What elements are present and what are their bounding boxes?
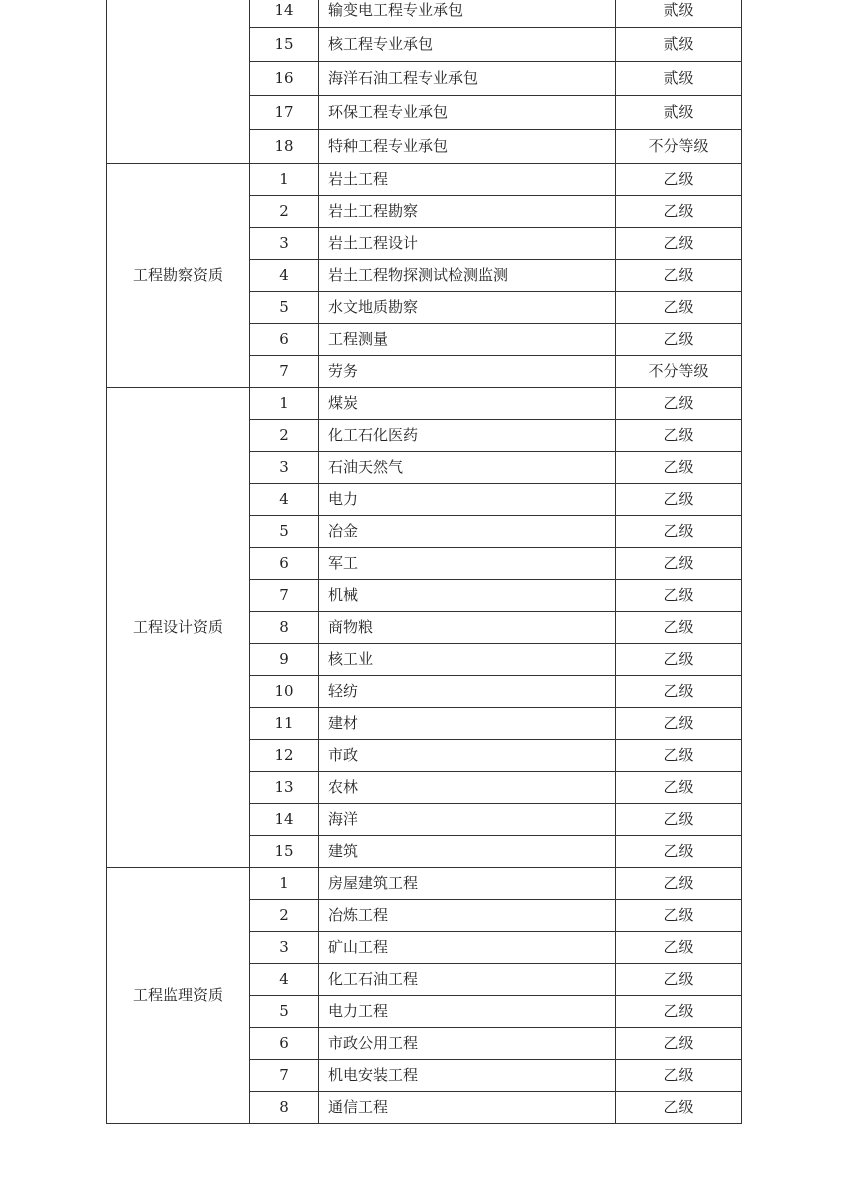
- qualification-grade: 乙级: [616, 996, 742, 1028]
- row-number: 14: [250, 0, 319, 28]
- row-number: 9: [250, 644, 319, 676]
- qualification-grade: 乙级: [616, 548, 742, 580]
- qualification-name: 轻纺: [319, 676, 616, 708]
- qualification-grade: 乙级: [616, 964, 742, 996]
- category-cell-design: 工程设计资质: [107, 388, 250, 868]
- qualification-name: 核工业: [319, 644, 616, 676]
- qualification-grade: 不分等级: [616, 130, 742, 164]
- row-number: 7: [250, 356, 319, 388]
- row-number: 18: [250, 130, 319, 164]
- category-cell-continued: [107, 0, 250, 164]
- qualification-name: 岩土工程: [319, 164, 616, 196]
- row-number: 3: [250, 228, 319, 260]
- qualification-name: 房屋建筑工程: [319, 868, 616, 900]
- qualification-name: 农林: [319, 772, 616, 804]
- qualification-name: 岩土工程物探测试检测监测: [319, 260, 616, 292]
- row-number: 4: [250, 964, 319, 996]
- qualification-name: 矿山工程: [319, 932, 616, 964]
- qualification-grade: 乙级: [616, 676, 742, 708]
- row-number: 8: [250, 612, 319, 644]
- qualification-grade: 乙级: [616, 836, 742, 868]
- qualification-name: 化工石油工程: [319, 964, 616, 996]
- qualification-name: 化工石化医药: [319, 420, 616, 452]
- qualification-name: 海洋石油工程专业承包: [319, 62, 616, 96]
- row-number: 1: [250, 164, 319, 196]
- qualification-name: 输变电工程专业承包: [319, 0, 616, 28]
- qualification-grade: 乙级: [616, 388, 742, 420]
- qualification-grade: 乙级: [616, 452, 742, 484]
- qualification-name: 劳务: [319, 356, 616, 388]
- qualification-name: 特种工程专业承包: [319, 130, 616, 164]
- qualification-table-page: [106, 0, 741, 1124]
- qualification-name: 建筑: [319, 836, 616, 868]
- row-number: 17: [250, 96, 319, 130]
- qualification-name: 岩土工程勘察: [319, 196, 616, 228]
- row-number: 2: [250, 420, 319, 452]
- qualification-name: 核工程专业承包: [319, 28, 616, 62]
- qualification-name: 电力: [319, 484, 616, 516]
- qualification-name: 军工: [319, 548, 616, 580]
- qualification-name: 机械: [319, 580, 616, 612]
- row-number: 3: [250, 932, 319, 964]
- row-number: 15: [250, 28, 319, 62]
- category-cell-survey: 工程勘察资质: [107, 164, 250, 388]
- qualification-grade: 乙级: [616, 612, 742, 644]
- qualification-grade: 乙级: [616, 1092, 742, 1124]
- qualification-name: 机电安装工程: [319, 1060, 616, 1092]
- qualification-grade: 乙级: [616, 580, 742, 612]
- row-number: 10: [250, 676, 319, 708]
- qualification-grade: 乙级: [616, 484, 742, 516]
- qualification-grade: 贰级: [616, 62, 742, 96]
- row-number: 6: [250, 324, 319, 356]
- row-number: 1: [250, 868, 319, 900]
- table-row: [107, 0, 742, 28]
- qualification-name: 环保工程专业承包: [319, 96, 616, 130]
- category-cell-supervision: 工程监理资质: [107, 868, 250, 1124]
- row-number: 7: [250, 1060, 319, 1092]
- qualification-grade: 乙级: [616, 740, 742, 772]
- qualification-name: 电力工程: [319, 996, 616, 1028]
- qualification-grade: 乙级: [616, 804, 742, 836]
- row-number: 2: [250, 900, 319, 932]
- qualification-grade: 贰级: [616, 28, 742, 62]
- row-number: 5: [250, 292, 319, 324]
- qualification-grade: 乙级: [616, 708, 742, 740]
- table-row: [107, 868, 742, 900]
- row-number: 2: [250, 196, 319, 228]
- qualification-name: 市政: [319, 740, 616, 772]
- qualification-grade: 乙级: [616, 868, 742, 900]
- qualification-grade: 乙级: [616, 196, 742, 228]
- row-number: 4: [250, 484, 319, 516]
- qualification-table-body: [107, 0, 742, 1124]
- qualification-grade: 乙级: [616, 324, 742, 356]
- qualification-name: 冶炼工程: [319, 900, 616, 932]
- row-number: 3: [250, 452, 319, 484]
- row-number: 12: [250, 740, 319, 772]
- row-number: 16: [250, 62, 319, 96]
- row-number: 4: [250, 260, 319, 292]
- qualification-name: 市政公用工程: [319, 1028, 616, 1060]
- row-number: 1: [250, 388, 319, 420]
- row-number: 7: [250, 580, 319, 612]
- qualification-name: 通信工程: [319, 1092, 616, 1124]
- row-number: 5: [250, 996, 319, 1028]
- qualification-grade: 乙级: [616, 260, 742, 292]
- table-row: [107, 164, 742, 196]
- table-row: [107, 388, 742, 420]
- qualification-grade: 乙级: [616, 644, 742, 676]
- row-number: 14: [250, 804, 319, 836]
- qualification-grade: 乙级: [616, 228, 742, 260]
- qualification-grade: 不分等级: [616, 356, 742, 388]
- qualification-grade: 乙级: [616, 772, 742, 804]
- row-number: 8: [250, 1092, 319, 1124]
- qualification-grade: 乙级: [616, 1028, 742, 1060]
- qualification-grade: 乙级: [616, 420, 742, 452]
- row-number: 13: [250, 772, 319, 804]
- qualification-name: 建材: [319, 708, 616, 740]
- qualification-grade: 乙级: [616, 1060, 742, 1092]
- qualification-name: 煤炭: [319, 388, 616, 420]
- qualification-grade: 乙级: [616, 900, 742, 932]
- row-number: 11: [250, 708, 319, 740]
- row-number: 15: [250, 836, 319, 868]
- row-number: 6: [250, 1028, 319, 1060]
- qualification-grade: 贰级: [616, 0, 742, 28]
- qualification-grade: 乙级: [616, 932, 742, 964]
- row-number: 5: [250, 516, 319, 548]
- qualification-name: 工程测量: [319, 324, 616, 356]
- qualification-table: [106, 0, 742, 1124]
- qualification-grade: 乙级: [616, 516, 742, 548]
- qualification-grade: 贰级: [616, 96, 742, 130]
- qualification-name: 海洋: [319, 804, 616, 836]
- qualification-grade: 乙级: [616, 164, 742, 196]
- qualification-grade: 乙级: [616, 292, 742, 324]
- qualification-name: 冶金: [319, 516, 616, 548]
- qualification-name: 岩土工程设计: [319, 228, 616, 260]
- row-number: 6: [250, 548, 319, 580]
- qualification-name: 石油天然气: [319, 452, 616, 484]
- qualification-name: 商物粮: [319, 612, 616, 644]
- qualification-name: 水文地质勘察: [319, 292, 616, 324]
